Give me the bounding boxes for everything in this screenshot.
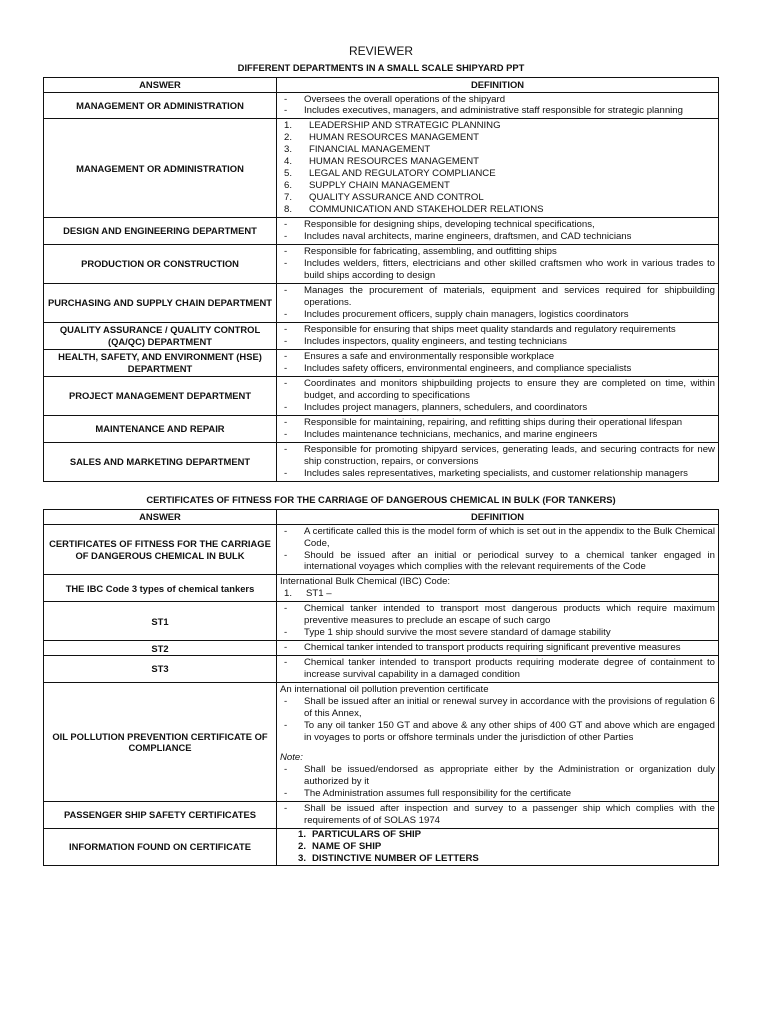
table-row: [44, 92, 719, 119]
definition-bullet: - Coordinates and monitors shipbuilding projects to ensure they are completed on time, within budget, and according to specifications: [280, 378, 715, 402]
definition-bullet: - Responsible for promoting shipyard services, generating leads, and securing contracts for new ship construction, repairs, or conversions: [280, 444, 715, 468]
list-item: 1. ST1 –: [284, 588, 332, 600]
table-row: [44, 218, 719, 245]
answer-cell: INFORMATION FOUND ON CERTIFICATE: [44, 829, 277, 866]
definition-bullet: - Responsible for fabricating, assembling, and outfitting ships: [280, 246, 715, 258]
definition-bullet: - Includes welders, fitters, electricians and other skilled craftsmen who work in various trades to build ships according to design: [280, 258, 715, 282]
answer-cell: CERTIFICATES OF FITNESS FOR THE CARRIAGE OF DANGEROUS CHEMICAL IN BULK: [44, 524, 277, 575]
table-row: [44, 524, 719, 575]
answer-cell: HEALTH, SAFETY, AND ENVIRONMENT (HSE) DEPARTMENT: [44, 350, 277, 377]
certificates-table: [43, 509, 719, 866]
list-item: 1. LEADERSHIP AND STRATEGIC PLANNING: [284, 120, 501, 132]
definition-bullet: - Includes naval architects, marine engineers, draftsmen, and CAD technicians: [280, 231, 715, 243]
definition-bullet: - Includes project managers, planners, schedulers, and coordinators: [280, 402, 715, 414]
definition-cell: [277, 641, 719, 656]
definition-header: DEFINITION: [277, 509, 719, 524]
definition-cell: [277, 524, 719, 575]
table-row: [44, 575, 719, 602]
definition-cell: [277, 350, 719, 377]
definition-bullet: - Chemical tanker intended to transport products requiring significant preventive measures: [280, 642, 715, 654]
section2-title: CERTIFICATES OF FITNESS FOR THE CARRIAGE OF DANGEROUS CHEMICAL IN BULK (FOR TANKERS): [146, 494, 616, 506]
definition-bullet: - Type 1 ship should survive the most severe standard of damage stability: [280, 627, 715, 639]
note-bullet: - Shall be issued/endorsed as appropriate either by the Administration or organization duly authorized by it: [280, 764, 715, 788]
definition-text: International Bulk Chemical (IBC) Code:: [280, 576, 451, 588]
definition-bullet: - Includes inspectors, quality engineers, and testing technicians: [280, 336, 715, 348]
definition-bullet: - Responsible for designing ships, developing technical specifications,: [280, 219, 715, 231]
answer-cell: MANAGEMENT OR ADMINISTRATION: [44, 92, 277, 119]
answer-header: ANSWER: [44, 77, 277, 92]
answer-cell: QUALITY ASSURANCE / QUALITY CONTROL (QA/QC) DEPARTMENT: [44, 323, 277, 350]
definition-cell: [277, 218, 719, 245]
definition-bullet: - Includes procurement officers, supply chain managers, logistics coordinators: [280, 309, 715, 321]
answer-cell: ST3: [44, 656, 277, 683]
answer-cell: PRODUCTION OR CONSTRUCTION: [44, 245, 277, 284]
table-row: [44, 641, 719, 656]
list-item: 2. HUMAN RESOURCES MANAGEMENT: [284, 132, 480, 144]
table-row: [44, 656, 719, 683]
list-item: 7. QUALITY ASSURANCE AND CONTROL: [284, 192, 484, 204]
table-row: [44, 323, 719, 350]
definition-bullet: - Chemical tanker intended to transport most dangerous products which require maximum preventive measures to preclude an escape of such cargo: [280, 603, 715, 627]
list-item: 3. FINANCIAL MANAGEMENT: [284, 144, 431, 156]
answer-cell: MANAGEMENT OR ADMINISTRATION: [44, 119, 277, 218]
list-item: 1. PARTICULARS OF SHIP: [298, 829, 422, 841]
answer-cell: PURCHASING AND SUPPLY CHAIN DEPARTMENT: [44, 284, 277, 323]
definition-bullet: - A certificate called this is the model form of which is set out in the appendix to the Bulk Chemical Code,: [280, 526, 715, 550]
definition-cell: [277, 575, 719, 602]
definition-cell: [277, 377, 719, 416]
document-page: [43, 44, 719, 866]
definition-bullet: - Includes sales representatives, marketing specialists, and customer relationship managers: [280, 468, 715, 480]
answer-cell: ST2: [44, 641, 277, 656]
table-row: [44, 829, 719, 866]
answer-cell: MAINTENANCE AND REPAIR: [44, 416, 277, 443]
table-row: [44, 377, 719, 416]
table-row: [44, 350, 719, 377]
answer-cell: SALES AND MARKETING DEPARTMENT: [44, 443, 277, 482]
table-row: [44, 602, 719, 641]
table-row: [44, 119, 719, 218]
answer-cell: THE IBC Code 3 types of chemical tankers: [44, 575, 277, 602]
table-row: [44, 802, 719, 829]
table-header-row: [44, 77, 719, 92]
definition-cell: [277, 245, 719, 284]
definition-bullet: - Chemical tanker intended to transport products requiring moderate degree of containment to increase survival capability in a damaged condition: [280, 657, 715, 681]
list-item: 8. COMMUNICATION AND STAKEHOLDER RELATIONS: [284, 204, 544, 216]
definition-cell: [277, 602, 719, 641]
table-row: [44, 683, 719, 802]
answer-cell: PASSENGER SHIP SAFETY CERTIFICATES: [44, 802, 277, 829]
definition-bullet: - Oversees the overall operations of the shipyard: [280, 94, 715, 106]
definition-cell: [277, 829, 719, 866]
definition-text: An international oil pollution prevention certificate: [280, 684, 489, 696]
definition-bullet: - Responsible for maintaining, repairing, and refitting ships during their operational lifespan: [280, 417, 715, 429]
document-title: REVIEWER: [348, 44, 413, 58]
list-item: 5. LEGAL AND REGULATORY COMPLIANCE: [284, 168, 496, 180]
definition-cell: [277, 119, 719, 218]
definition-bullet: - Shall be issued after inspection and survey to a passenger ship which complies with the requirements of of SOLAS 1974: [280, 803, 715, 827]
answer-cell: PROJECT MANAGEMENT DEPARTMENT: [44, 377, 277, 416]
definition-bullet: - Responsible for ensuring that ships meet quality standards and regulatory requirements: [280, 324, 715, 336]
definition-cell: [277, 802, 719, 829]
definition-bullet: - Ensures a safe and environmentally responsible workplace: [280, 351, 715, 363]
definition-bullet: - Should be issued after an initial or periodical survey to a chemical tanker engaged in international voyages which complies with the relevant requirements of the Code: [280, 550, 715, 574]
list-item: 6. SUPPLY CHAIN MANAGEMENT: [284, 180, 450, 192]
definition-cell: [277, 92, 719, 119]
definition-bullet: - Includes maintenance technicians, mechanics, and marine engineers: [280, 429, 715, 441]
definition-cell: [277, 284, 719, 323]
definition-cell: [277, 323, 719, 350]
answer-header: ANSWER: [44, 509, 277, 524]
departments-table: [43, 77, 719, 482]
note-bullet: - The Administration assumes full responsibility for the certificate: [280, 788, 715, 800]
definition-bullet: - Includes executives, managers, and administrative staff responsible for strategic planning: [280, 105, 715, 117]
definition-cell: [277, 683, 719, 802]
answer-cell: DESIGN AND ENGINEERING DEPARTMENT: [44, 218, 277, 245]
definition-bullet: - To any oil tanker 150 GT and above & any other ships of 400 GT and above which are engaged in voyages to ports or offshore terminals under the jurisdiction of other Parties: [280, 720, 715, 744]
definition-cell: [277, 416, 719, 443]
note-label: Note:: [280, 752, 303, 764]
answer-cell: OIL POLLUTION PREVENTION CERTIFICATE OF COMPLIANCE: [44, 683, 277, 802]
definition-header: DEFINITION: [277, 77, 719, 92]
table-header-row: [44, 509, 719, 524]
definition-cell: [277, 656, 719, 683]
section1-title: DIFFERENT DEPARTMENTS IN A SMALL SCALE SHIPYARD PPT: [237, 62, 525, 73]
definition-bullet: - Manages the procurement of materials, equipment and services required for shipbuilding operations.: [280, 285, 715, 309]
table-row: [44, 416, 719, 443]
definition-cell: [277, 443, 719, 482]
list-item: 2. NAME OF SHIP: [298, 841, 382, 853]
answer-cell: ST1: [44, 602, 277, 641]
list-item: 3. DISTINCTIVE NUMBER OF LETTERS: [298, 853, 479, 865]
table-row: [44, 443, 719, 482]
table-row: [44, 245, 719, 284]
table-row: [44, 284, 719, 323]
definition-bullet: - Shall be issued after an initial or renewal survey in accordance with the provisions of regulation 6 of this Annex,: [280, 696, 715, 720]
list-item: 4. HUMAN RESOURCES MANAGEMENT: [284, 156, 480, 168]
definition-bullet: - Includes safety officers, environmental engineers, and compliance specialists: [280, 363, 715, 375]
